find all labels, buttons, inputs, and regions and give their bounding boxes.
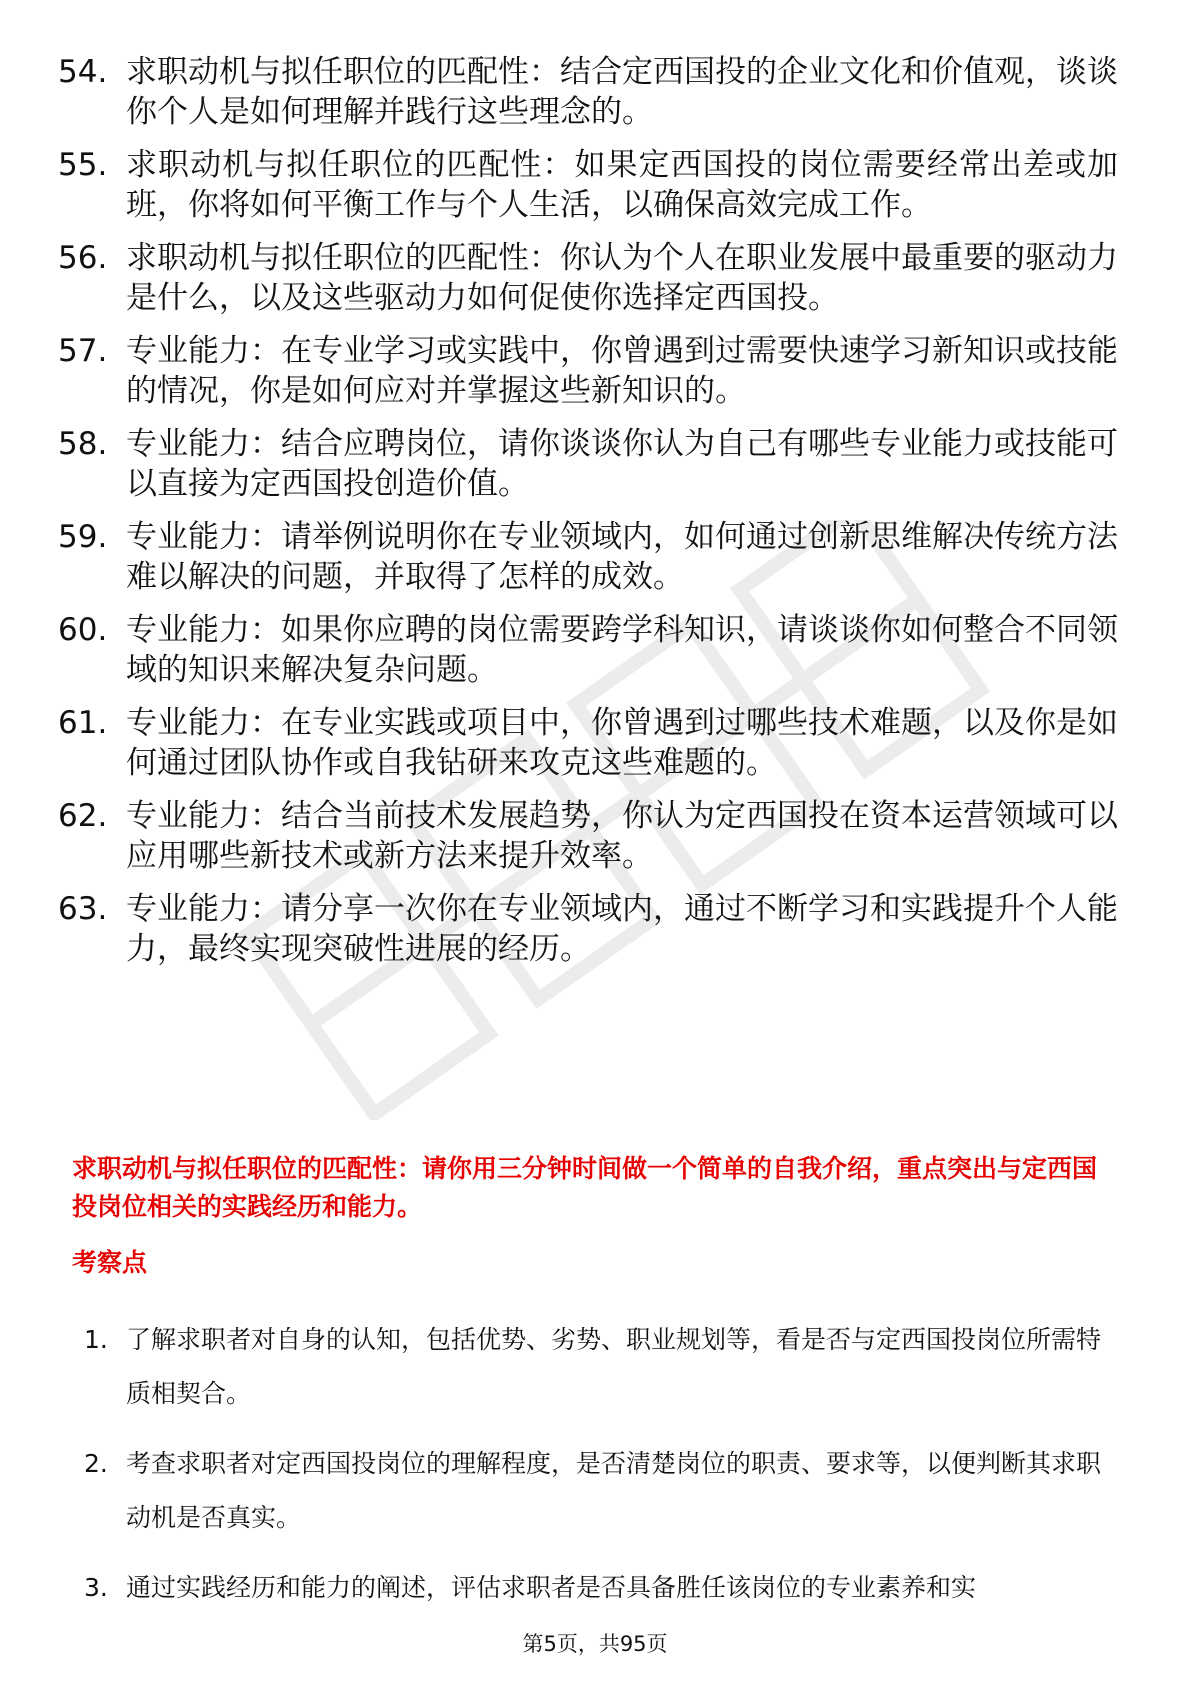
question-item	[58, 610, 1118, 690]
question-number: 57.	[58, 333, 108, 369]
question-item	[58, 424, 1118, 504]
point-text: 通过实践经历和能力的阐述，评估求职者是否具备胜任该岗位的专业素养和实	[126, 1573, 977, 1602]
question-item	[58, 52, 1118, 132]
question-number: 56.	[58, 240, 108, 276]
focus-question: 求职动机与拟任职位的匹配性：请你用三分钟时间做一个简单的自我介绍，重点突出与定西国投岗位相关的实践经历和能力。	[72, 1154, 1098, 1221]
question-item	[58, 331, 1118, 411]
question-number: 62.	[58, 798, 108, 834]
question-item	[58, 703, 1118, 783]
points-heading: 考察点	[72, 1248, 148, 1277]
question-number: 54.	[58, 54, 108, 90]
point-text: 考查求职者对定西国投岗位的理解程度，是否清楚岗位的职责、要求等，以便判断其求职动机是否真实。	[126, 1449, 1102, 1532]
question-number: 58.	[58, 426, 108, 462]
question-item	[58, 889, 1118, 969]
question-list	[58, 52, 1118, 982]
question-text: 求职动机与拟任职位的匹配性：结合定西国投的企业文化和价值观，谈谈你个人是如何理解并践行这些理念的。	[126, 54, 1118, 130]
question-item	[58, 796, 1118, 876]
question-text: 求职动机与拟任职位的匹配性：如果定西国投的岗位需要经常出差或加班，你将如何平衡工作与个人生活，以确保高效完成工作。	[126, 147, 1118, 223]
assessment-point-list	[84, 1313, 1124, 1631]
question-text: 专业能力：请举例说明你在专业领域内，如何通过创新思维解决传统方法难以解决的问题，并取得了怎样的成效。	[126, 519, 1118, 595]
point-number: 3.	[84, 1573, 108, 1602]
question-number: 61.	[58, 705, 108, 741]
question-item	[58, 145, 1118, 225]
question-item	[58, 517, 1118, 597]
question-text: 专业能力：结合当前技术发展趋势，你认为定西国投在资本运营领域可以应用哪些新技术或新方法来提升效率。	[126, 798, 1118, 874]
question-text: 求职动机与拟任职位的匹配性：你认为个人在职业发展中最重要的驱动力是什么，以及这些驱动力如何促使你选择定西国投。	[126, 240, 1118, 316]
question-text: 专业能力：请分享一次你在专业领域内，通过不断学习和实践提升个人能力，最终实现突破性进展的经历。	[126, 891, 1118, 967]
question-item	[58, 238, 1118, 318]
question-number: 63.	[58, 891, 108, 927]
question-number: 59.	[58, 519, 108, 555]
question-number: 60.	[58, 612, 108, 648]
assessment-point	[84, 1313, 1124, 1421]
point-text: 了解求职者对自身的认知，包括优势、劣势、职业规划等，看是否与定西国投岗位所需特质相契合。	[126, 1325, 1102, 1408]
assessment-point	[84, 1561, 1124, 1615]
question-text: 专业能力：结合应聘岗位，请你谈谈你认为自己有哪些专业能力或技能可以直接为定西国投创造价值。	[126, 426, 1118, 502]
point-number: 1.	[84, 1325, 108, 1354]
question-text: 专业能力：在专业学习或实践中，你曾遇到过需要快速学习新知识或技能的情况，你是如何应对并掌握这些新知识的。	[126, 333, 1118, 409]
question-text: 专业能力：在专业实践或项目中，你曾遇到过哪些技术难题，以及你是如何通过团队协作或自我钻研来攻克这些难题的。	[126, 705, 1118, 781]
page-footer: 第5页，共95页	[522, 1632, 668, 1656]
assessment-point	[84, 1437, 1124, 1545]
point-number: 2.	[84, 1449, 108, 1478]
question-text: 专业能力：如果你应聘的岗位需要跨学科知识，请谈谈你如何整合不同领域的知识来解决复杂问题。	[126, 612, 1118, 688]
question-number: 55.	[58, 147, 108, 183]
